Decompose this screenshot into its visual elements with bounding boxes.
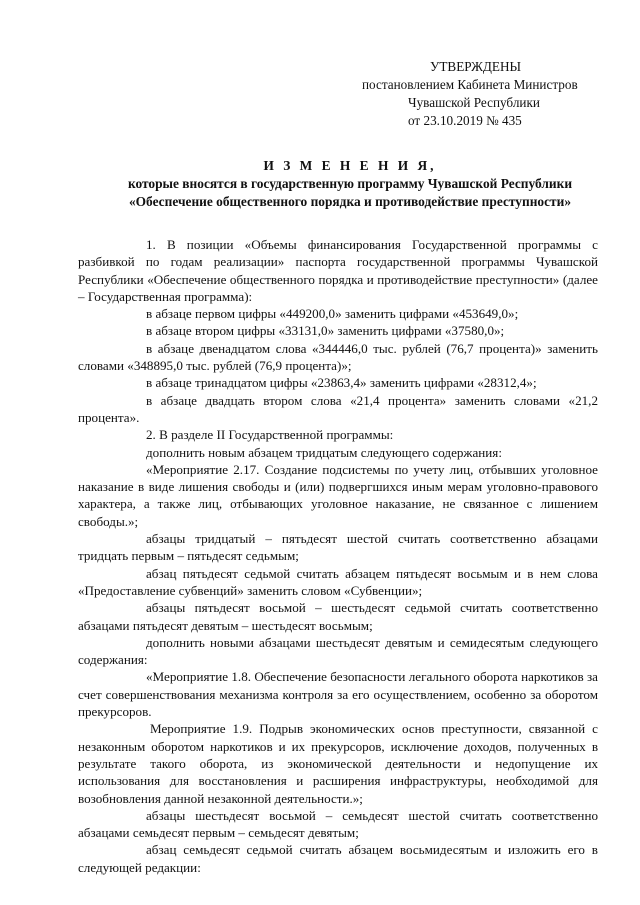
paragraph: «Мероприятие 1.8. Обеспечение безопасности легального оборота наркотиков за счет совершенствования механизма контроля за его осуществлением, особенно за оборотом прекурсоров. xyxy=(78,669,598,720)
paragraph: в абзаце первом цифры «449200,0» заменить цифрами «453649,0»; xyxy=(146,306,519,322)
approval-title: УТВЕРЖДЕНЫ xyxy=(430,59,522,74)
title-subject-line: которые вносятся в государственную программу Чувашской Республики xyxy=(127,176,573,191)
paragraph: абзац пятьдесят седьмой считать абзацем пятьдесят восьмым и в нем слова «Предоставление субвенций» заменить словом «Субвенции»; xyxy=(78,565,598,598)
paragraph: в абзаце двадцать втором слова «21,4 процента» заменить словами «21,2 процента». xyxy=(78,392,598,425)
paragraph: 2. В разделе II Государственной программы: xyxy=(146,427,394,443)
paragraph: дополнить новыми абзацами шестьдесят девятым и семидесятым следующего содержания: xyxy=(78,634,598,668)
paragraph: в абзаце втором цифры «33131,0» заменить цифрами «37580,0»; xyxy=(146,323,505,339)
title-program-name: «Обеспечение общественного порядка и противодействие преступности» xyxy=(128,194,572,209)
paragraph: дополнить новым абзацем тридцатым следующего содержания: xyxy=(146,444,502,460)
document-body xyxy=(78,236,598,876)
paragraph: 1. В позиции «Объемы финансирования Государственной программы с разбивкой по годам реализации» паспорта государственной программы Чувашской Республики «Обеспечение общественного порядка и противодействие преступности» (далее – Государственная программа): xyxy=(78,237,598,304)
approval-stamp xyxy=(362,58,622,130)
paragraph: абзацы пятьдесят восьмой – шестьдесят седьмой считать соответственно абзацами пятьдесят девятым – шестьдесят восьмым; xyxy=(78,600,598,633)
paragraph: абзацы тридцатый – пятьдесят шестой считать соответственно абзацами тридцать первым – пятьдесят седьмым; xyxy=(78,531,598,564)
document-title xyxy=(78,157,622,211)
approval-issuer: постановлением Кабинета Министров xyxy=(362,77,578,92)
paragraph: абзац семьдесят седьмой считать абзацем восьмидесятым и изложить его в следующей редакции: xyxy=(78,842,598,875)
paragraph: абзацы шестьдесят восьмой – семьдесят шестой считать соответственно абзацами семьдесят первым – семьдесят девятым; xyxy=(78,807,598,841)
title-heading: И З М Е Н Е Н И Я, xyxy=(263,158,437,173)
paragraph: в абзаце тринадцатом цифры «23863,4» заменить цифрами «28312,4»; xyxy=(146,375,537,391)
approval-date-number: от 23.10.2019 № 435 xyxy=(408,113,522,128)
paragraph: Мероприятие 1.9. Подрыв экономических основ преступности, связанной с незаконным оборотом наркотиков и их прекурсоров, исключение доходов, полученных в результате такого оборота, из экономической деятельности и недопущение их использования для восстановления и расширения инфраструктуры, необходимой для возобновления данной незаконной деятельности.»; xyxy=(78,721,598,806)
approval-republic: Чувашской Республики xyxy=(408,95,540,110)
paragraph: в абзаце двенадцатом слова «344446,0 тыс. рублей (76,7 процента)» заменить словами «348895,0 тыс. рублей (76,9 процента)»; xyxy=(78,340,598,374)
paragraph: «Мероприятие 2.17. Создание подсистемы по учету лиц, отбывших уголовное наказание в виде лишения свободы и (или) подвергшихся иным мерам уголовно-правового характера, а также лиц, отбывающих уголовное наказание, не связанное с лишением свободы.»; xyxy=(78,461,598,529)
